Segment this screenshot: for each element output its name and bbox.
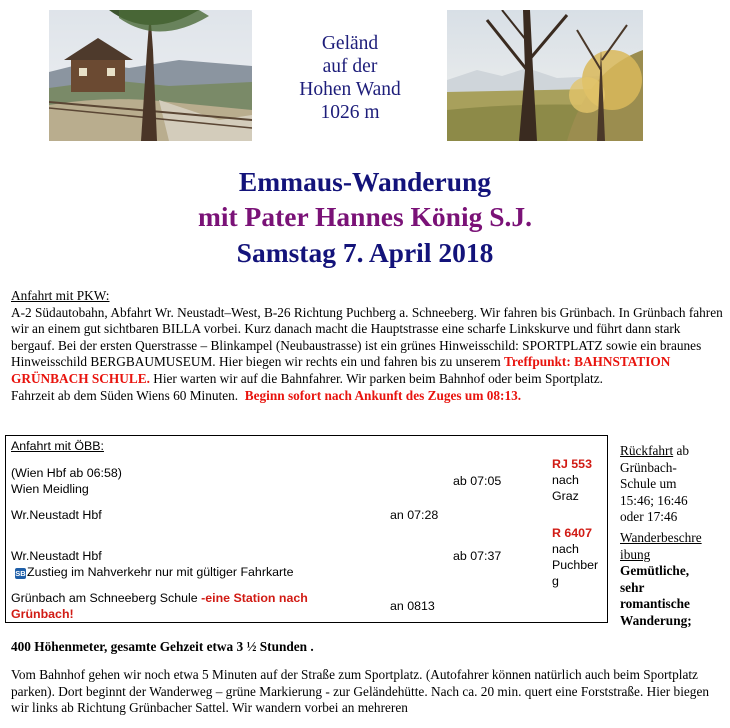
return-text: Grünbach-	[620, 459, 677, 475]
return-text: 15:46; 16:46	[620, 492, 688, 508]
train-station: Wr.Neustadt Hbf	[11, 508, 102, 522]
train-departure-time: ab 07:05	[453, 474, 502, 488]
train-direction: g	[552, 574, 559, 588]
train-heading: Anfahrt mit ÖBB:	[11, 439, 104, 453]
car-directions	[11, 288, 723, 404]
travel-time-line	[11, 388, 723, 405]
elevation-duration: 400 Höhenmeter, gesamte Gehzeit etwa 3 ½ Stunden .	[11, 639, 314, 654]
destination-arrival-time: an 0813	[390, 599, 435, 613]
location-line: auf der	[322, 56, 378, 77]
return-text: ab	[673, 443, 690, 458]
destination-station-name: Grünbach am Schneeberg Schule	[11, 591, 198, 605]
return-heading: Rückfahrt	[620, 443, 674, 458]
car-text-2: Hier warten wir auf die Bahnfahrer. Wir parken beim Bahnhof oder beim Sportplatz.	[153, 370, 603, 386]
location-line: Hohen Wand	[299, 79, 401, 100]
travel-time: Fahrzeit ab dem Süden Wiens 60 Minuten.	[11, 387, 239, 403]
train-number: RJ 553	[552, 457, 592, 471]
train-departure-time: ab 07:37	[453, 549, 502, 563]
location-title	[262, 32, 438, 124]
description-text: Wanderung;	[620, 612, 692, 628]
trees-meadow-photo	[447, 10, 643, 141]
hut-landscape-photo	[49, 10, 252, 141]
return-text: Schule um	[620, 476, 677, 492]
car-text: A-2 Südautobahn, Abfahrt Wr. Neustadt–West, B-26 Richtung Puchberg a. Schneeberg. Wir fahren bis Grünbach. In Grünbach fahren wir an einem gut sichtbaren BILLA vorbei. Kurz danach macht die Hauptstrasse eine scharfe Linkskurve und führt dann stark bergauf. Bei der ersten Querstrasse – Blinkampel (Neubaustrasse) ist ein grünes Hinweisschild: SPORTPLATZ sowie ein braunes Hinweisschild BERGBAUMUSEUM. Hier biegen wir rechts ein und fahren bis zu unserem	[11, 304, 723, 370]
return-text: oder 17:46	[620, 509, 678, 525]
train-station: Wr.Neustadt Hbf	[11, 549, 102, 563]
event-title: Emmaus-Wanderung	[238, 166, 492, 197]
hike-description: Vom Bahnhof gehen wir noch etwa 5 Minuten auf der Straße zum Sportplatz. (Autofahrer können natürlich auch beim Sportplatz parken). Dort beginnt der Wanderweg – grüne Markierung - zur Geländehütte. Nach ca. 20 min. quert eine Forststraße. Hier biegen wir links ab Richtung Grünbacher Sattel. Wir wandern vorbei an mehreren	[11, 667, 710, 716]
description-heading: ibung	[620, 546, 651, 562]
sb-note-text: Zustieg im Nahverkehr nur mit gültiger Fahrkarte	[27, 565, 294, 579]
description-heading: Wanderbeschre	[620, 529, 702, 545]
s-bahn-icon: SB	[15, 569, 26, 578]
location-line: Geländ	[321, 33, 379, 54]
train-direction: Graz	[552, 489, 579, 503]
train-direction: Puchber	[552, 558, 599, 572]
train-origin-meidling: Wien Meidling	[11, 482, 89, 496]
train-direction: nach	[552, 542, 579, 556]
train-direction: nach	[552, 473, 579, 487]
location-altitude: 1026 m	[320, 102, 380, 123]
event-date: Samstag 7. April 2018	[236, 237, 494, 268]
start-note: Beginn sofort nach Ankunft des Zuges um 08:13.	[244, 387, 522, 403]
train-origin-hbf: (Wien Hbf ab 06:58)	[11, 466, 122, 480]
sidebar	[620, 443, 725, 630]
train-connections-box	[5, 435, 608, 623]
train-arrival-time: an 07:28	[390, 508, 439, 522]
return-trip	[620, 443, 725, 460]
destination-note: -eine Station nach	[197, 591, 308, 605]
car-paragraph	[11, 305, 723, 388]
meeting-point: Treffpunkt: BAHNSTATION GRÜNBACH SCHULE.	[11, 354, 671, 386]
event-leader: mit Pater Hannes König S.J.	[197, 201, 533, 232]
description-text: Gemütliche,	[620, 563, 690, 579]
destination-note-2: Grünbach!	[11, 607, 74, 621]
train-number: R 6407	[552, 526, 592, 540]
description-text: sehr	[620, 579, 645, 595]
description-text: romantische	[620, 596, 690, 612]
sb-note	[15, 565, 294, 581]
car-heading: Anfahrt mit PKW:	[11, 288, 110, 303]
destination-station	[11, 591, 308, 607]
